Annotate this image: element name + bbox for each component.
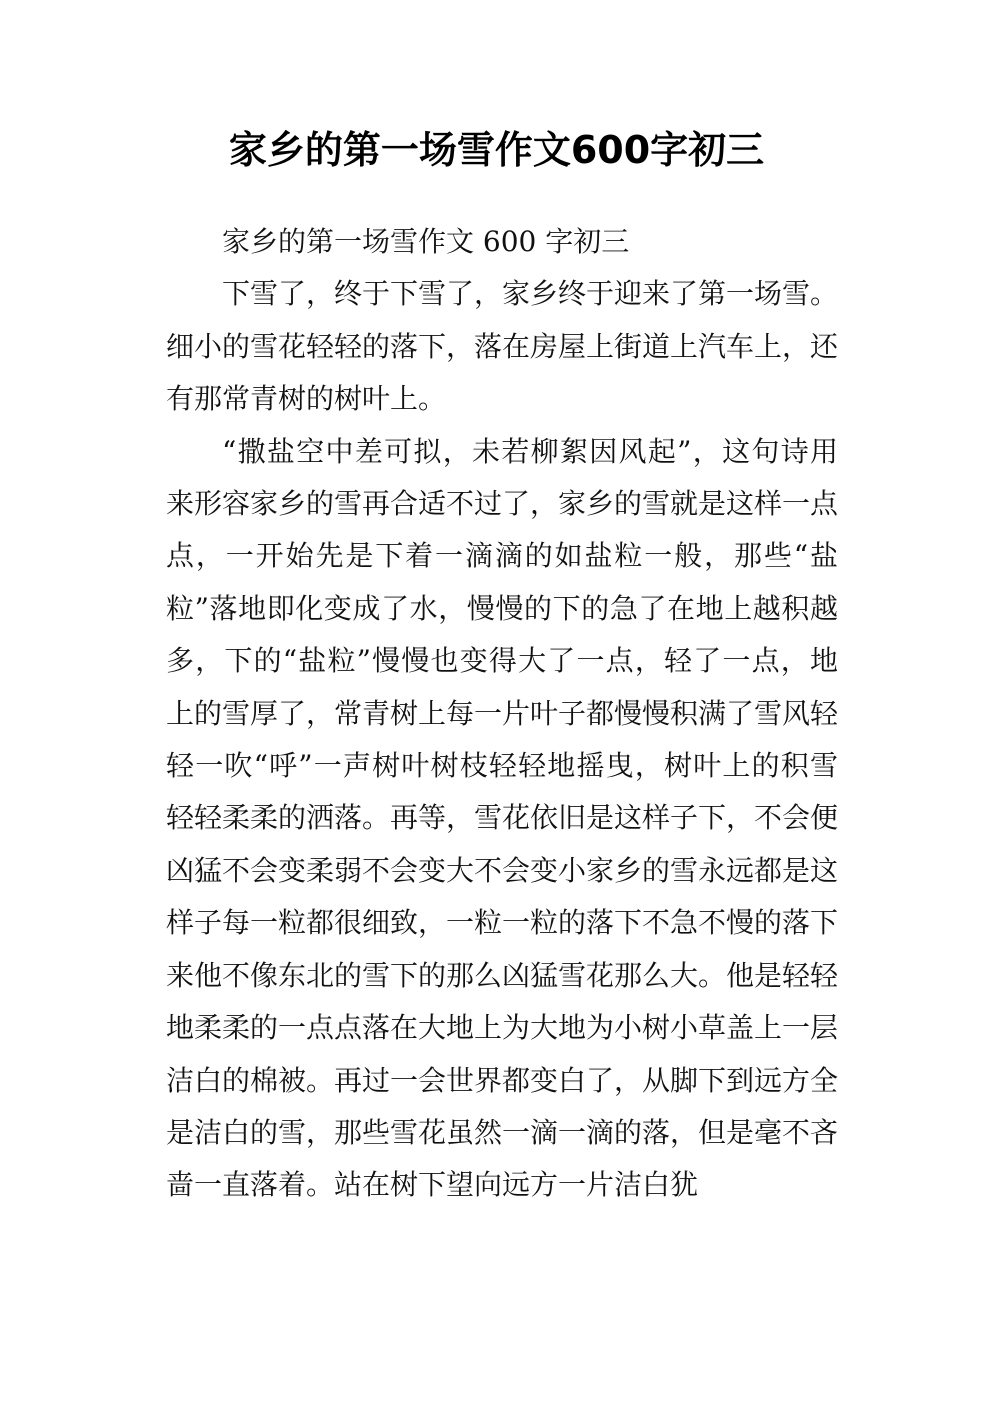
paragraph-1: 下雪了，终于下雪了，家乡终于迎来了第一场雪。细小的雪花轻轻的落下，落在房屋上街道上汽车上，还有那常青树的树叶上。 [166, 277, 839, 416]
document-body [166, 216, 838, 1212]
document-title: 家乡的第一场雪作文600字初三 [228, 128, 765, 172]
paragraph-heading-repeat: 家乡的第一场雪作文 600 字初三 [222, 225, 630, 258]
paragraph-2: “撒盐空中差可拟，未若柳絮因风起”，这句诗用来形容家乡的雪再合适不过了，家乡的雪就是这样一点点，一开始先是下着一滴滴的如盐粒一般，那些“盐粒”落地即化变成了水，慢慢的下的急了在地上越积越多，下的“盐粒”慢慢也变得大了一点，轻了一点，地上的雪厚了，常青树上每一片叶子都慢慢积满了雪风轻轻一吹“呼”一声树叶树枝轻轻地摇曳，树叶上的积雪轻轻柔柔的洒落。再等，雪花依旧是这样子下，不会便凶猛不会变柔弱不会变大不会变小家乡的雪永远都是这样子每一粒都很细致，一粒一粒的落下不急不慢的落下来他不像东北的雪下的那么凶猛雪花那么大。他是轻轻地柔柔的一点点落在大地上为大地为小树小草盖上一层洁白的棉被。再过一会世界都变白了，从脚下到远方全是洁白的雪，那些雪花虽然一滴一滴的落，但是毫不吝啬一直落着。站在树下望向远方一片洁白犹 [166, 434, 839, 1202]
